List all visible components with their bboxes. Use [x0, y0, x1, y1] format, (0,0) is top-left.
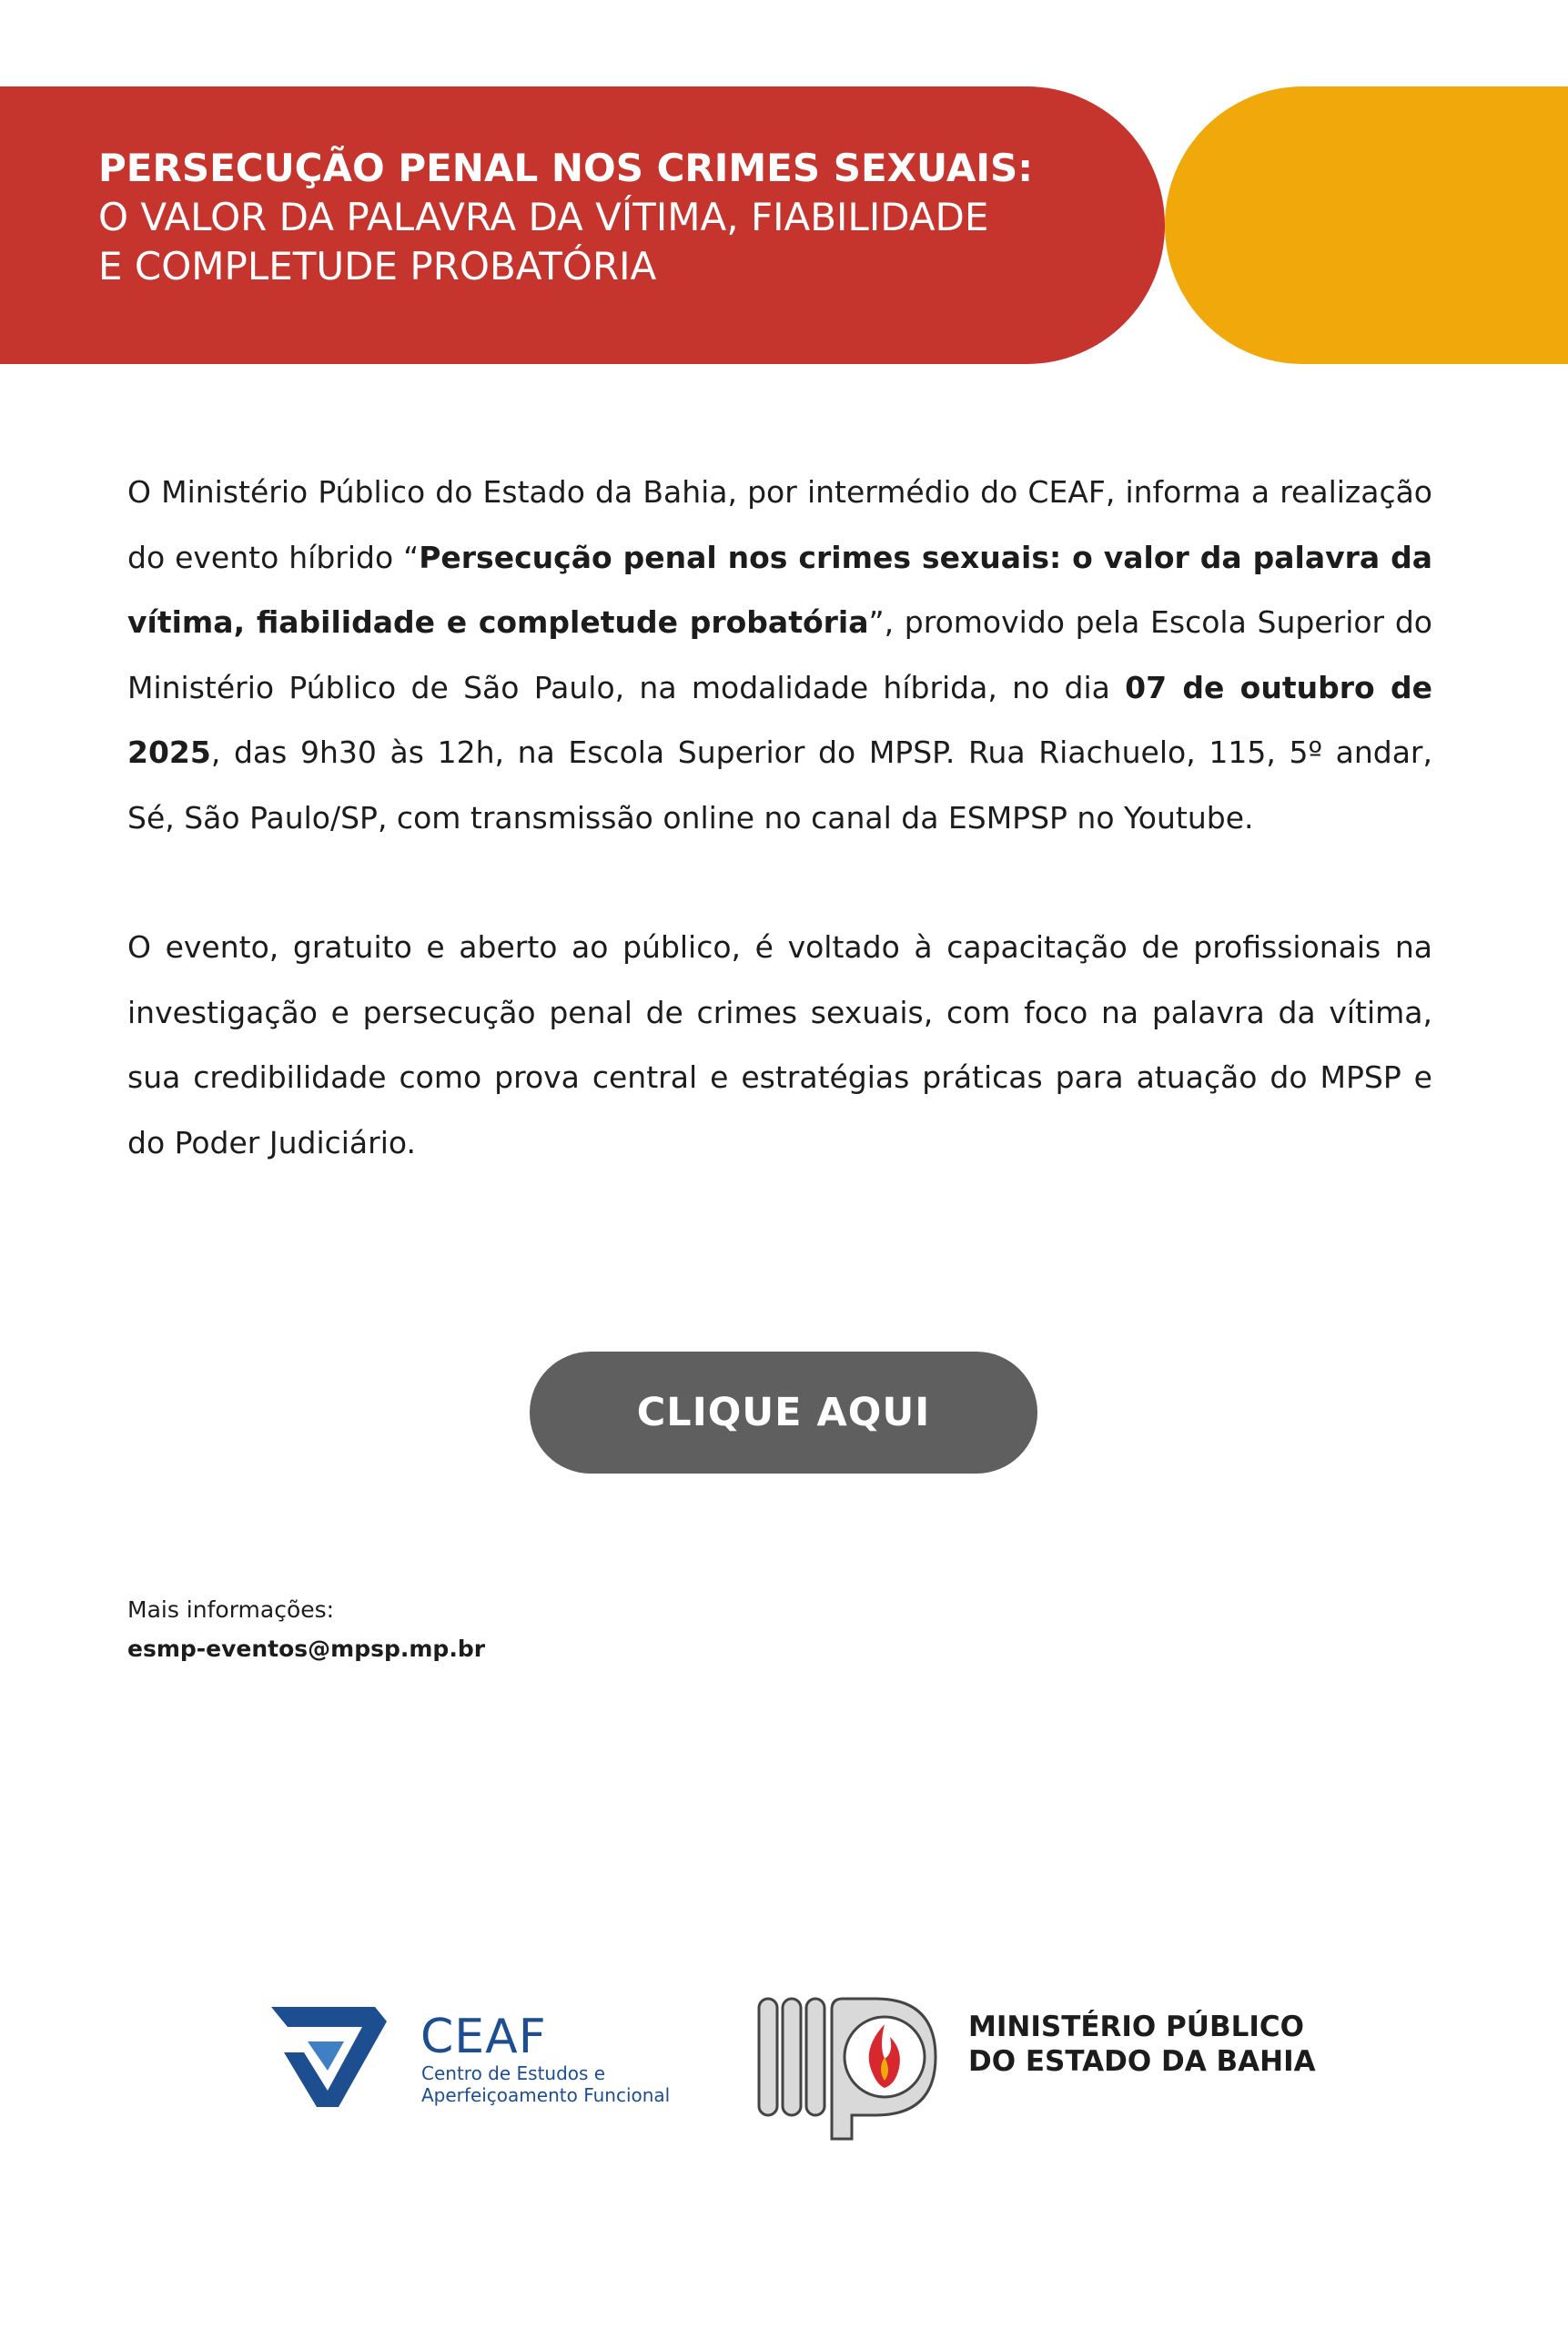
clique-aqui-button[interactable]: CLIQUE AQUI	[530, 1352, 1037, 1474]
ceaf-logo-icon	[268, 1998, 390, 2112]
description-paragraph: O evento, gratuito e aberto ao público, é voltado à capacitação de profissionais na investigação e persecução penal de crimes sexuais, com foco na palavra da vítima, sua credibilidade como prova central e estratégias práticas para atuação do MPSP e do Poder Judiciário.	[127, 929, 1432, 1160]
intro-paragraph	[127, 460, 1432, 850]
mp-name-line-2: DO ESTADO DA BAHIA	[968, 2045, 1316, 2078]
page-title	[98, 144, 1154, 291]
ceaf-wordmark: CEAF	[420, 2010, 547, 2064]
title-line-3: E COMPLETUDE PROBATÓRIA	[98, 244, 657, 289]
title-line-2: O VALOR DA PALAVRA DA VÍTIMA, FIABILIDADE	[98, 195, 989, 239]
event-date: 07 de outubro de 2025	[127, 669, 1432, 770]
ceaf-subtitle-line-1: Centro de Estudos e	[421, 2062, 606, 2084]
intro-text-mid: ”, promovido pela Escola Superior do Ministério Público de São Paulo, na modalidade híbrida, no dia	[127, 604, 1432, 705]
mp-wordmark	[968, 2010, 1316, 2079]
mp-logo-icon	[757, 1993, 939, 2143]
intro-text: O Ministério Público do Estado da Bahia, por intermédio do CEAF, informa a realização do evento híbrido “	[127, 474, 1432, 575]
more-info-label: Mais informações:	[127, 1596, 335, 1623]
title-line-1: PERSECUÇÃO PENAL NOS CRIMES SEXUAIS:	[98, 146, 1034, 190]
event-name: Persecução penal nos crimes sexuais: o valor da palavra da vítima, fiabilidade e completude probatória	[127, 539, 1432, 640]
mp-name-line-1: MINISTÉRIO PÚBLICO	[968, 2011, 1304, 2043]
ceaf-subtitle-line-2: Aperfeiçoamento Funcional	[421, 2084, 671, 2106]
header-accent-shape	[1165, 86, 1568, 364]
ceaf-subtitle	[421, 2062, 670, 2106]
intro-text-end: , das 9h30 às 12h, na Escola Superior do MPSP. Rua Riachuelo, 115, 5º andar, Sé, São Paulo/SP, com transmissão online no canal da ESMPSP no Youtube.	[127, 734, 1432, 836]
contact-email-link[interactable]: esmp-eventos@mpsp.mp.br	[127, 1636, 486, 1662]
